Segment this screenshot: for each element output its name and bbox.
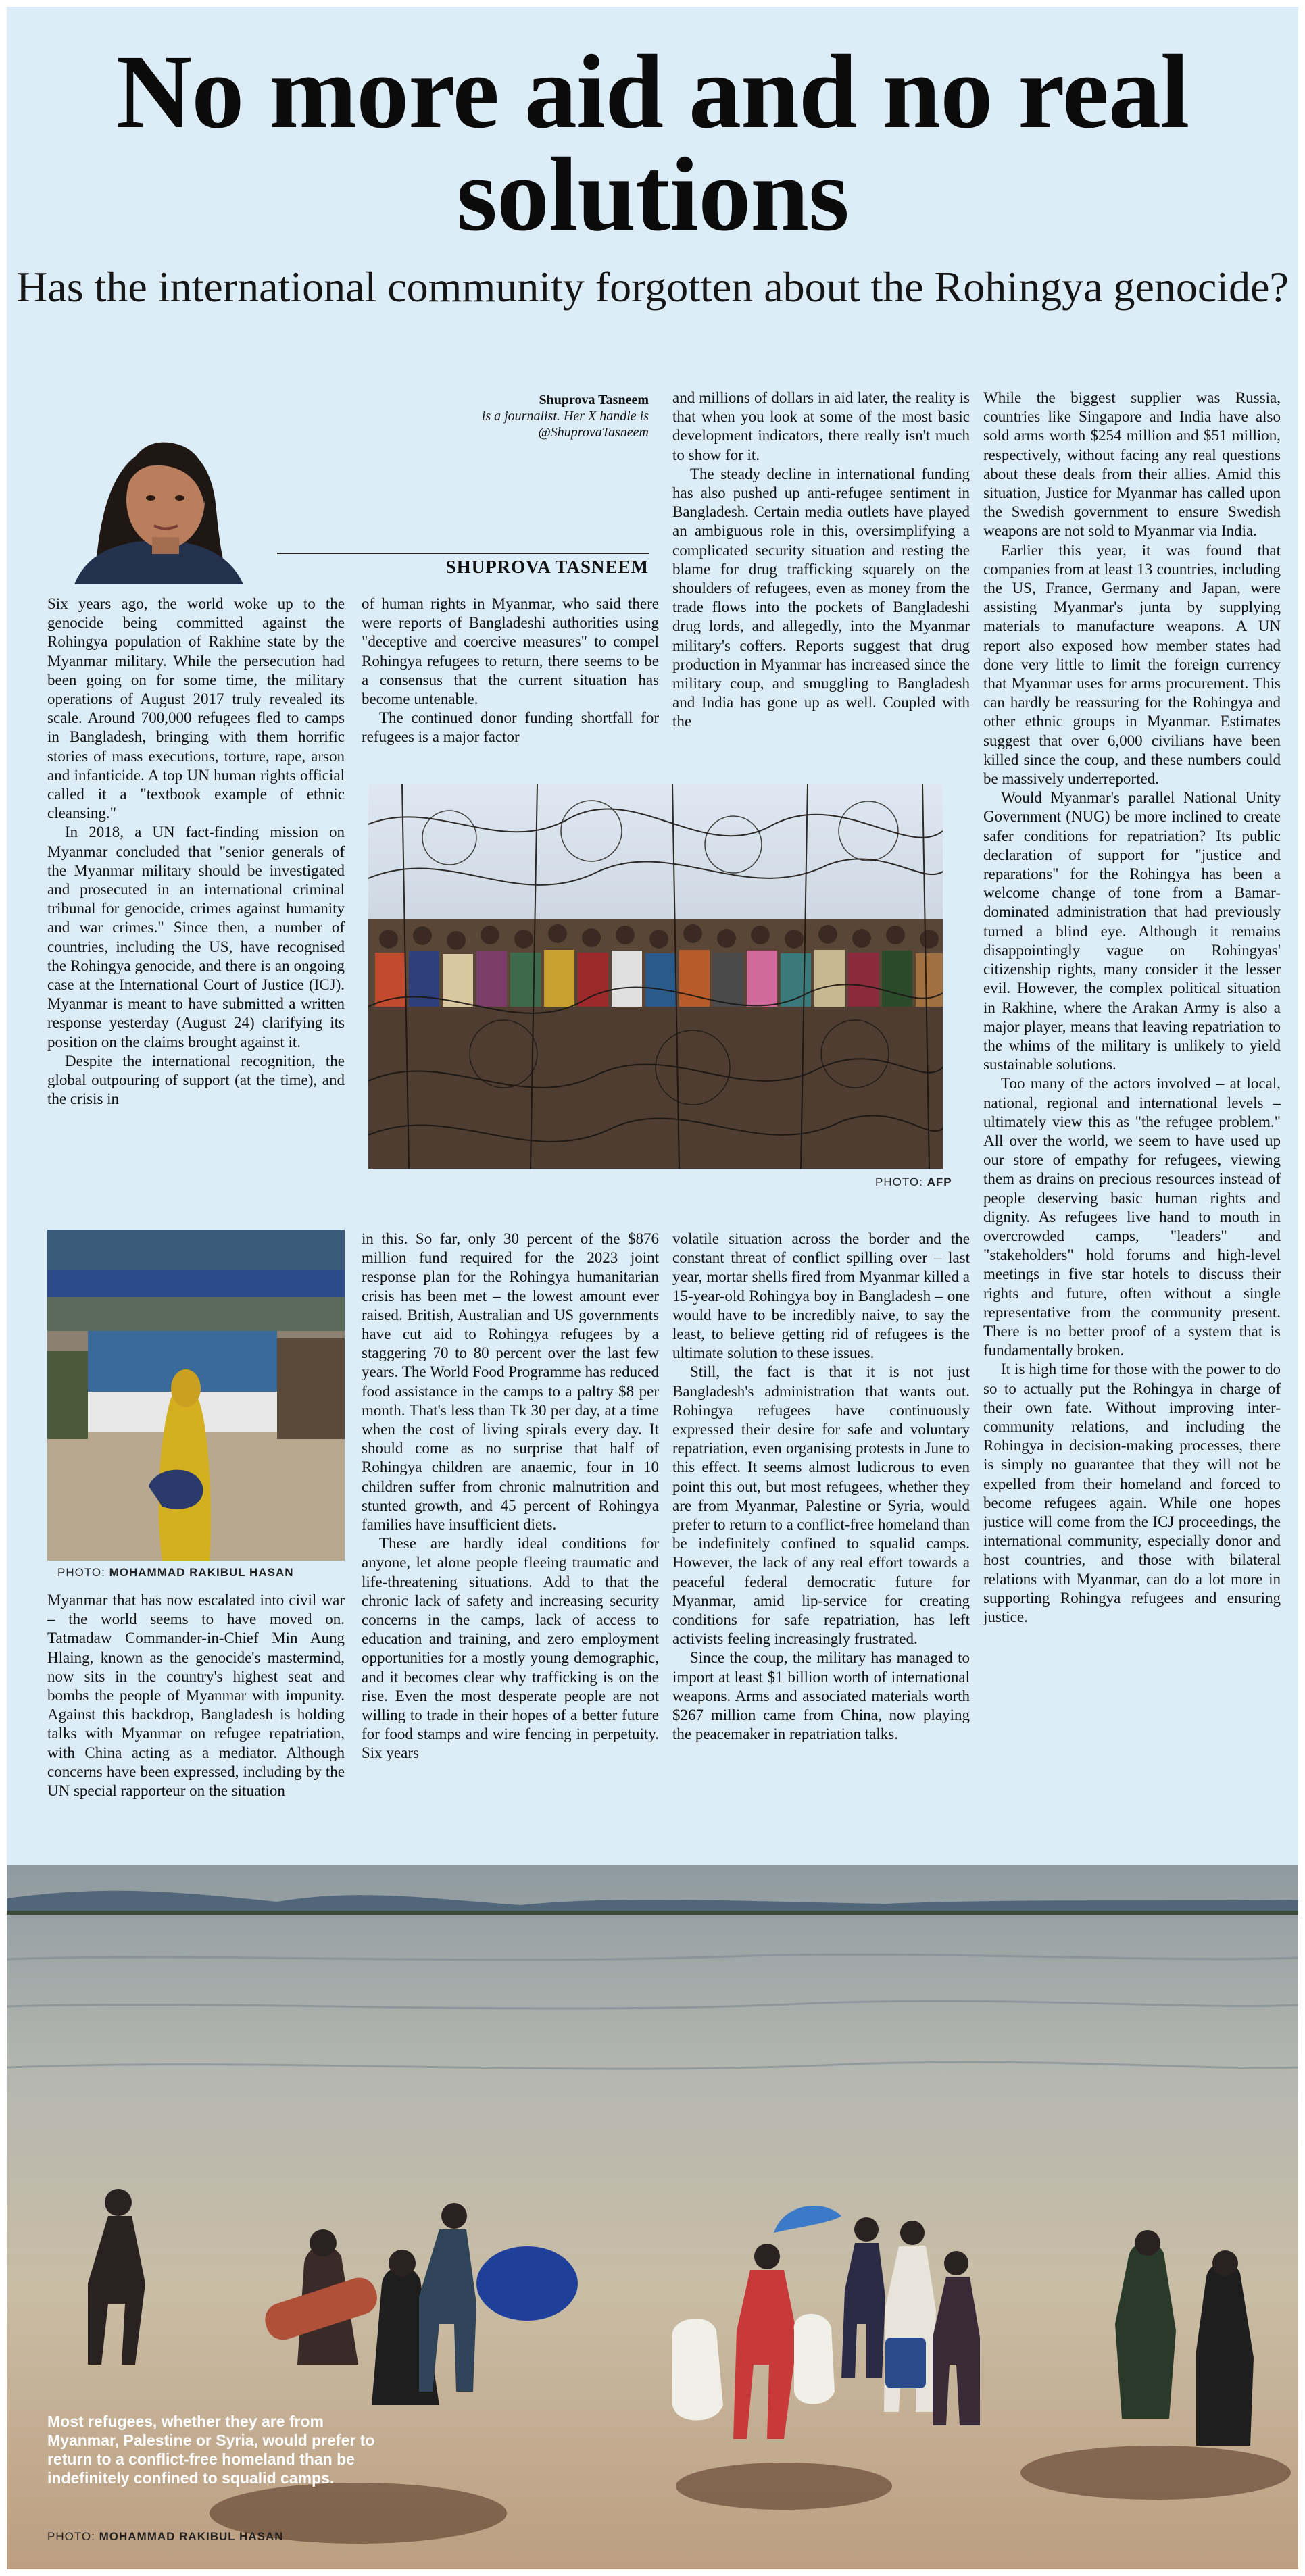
paragraph: Despite the international recognition, the global outpouring of support (at the time), and the crisis in (47, 1052, 345, 1108)
credit-label: PHOTO: (875, 1176, 923, 1188)
paragraph: volatile situation across the border and the constant threat of conflict spilling over – last year, mortar shells fired from Myanmar killed a 15-year-old Rohingya boy in Bangladesh – one would have to be incredibly naive, to say the least, to believe getting rid of refugees is the ultimate solution to these issues. (672, 1230, 970, 1362)
paragraph: Six years ago, the world woke up to the genocide being committed against the Rohingya population of Rakhine state by the Myanmar military. While the persecution had been going on for some time, the military operations of August 2017 truly revealed its scale. Around 700,000 refugees fled to camps in Bangladesh, bringing with them horrific stories of mass executions, torture, rape, arson and infanticide. A top UN human rights official called it a "textbook example of ethnic cleansing." (47, 595, 345, 822)
column-5 (47, 1591, 345, 1800)
beach-photo-credit (47, 2530, 284, 2544)
subhead: Has the international community forgotten about the Rohingya genocide? (16, 263, 1289, 311)
camp-photo (47, 1230, 345, 1561)
column-6 (362, 1230, 659, 1763)
paragraph: In 2018, a UN fact-finding mission on Myanmar concluded that "senior generals of the Myanmar military should be investigated and prosecuted in an international criminal tribunal for genocide, crimes against humanity and war crimes." Since then, a number of countries, including the US, have recognised the Rohingya genocide, and there is an ongoing case at the International Court of Justice (ICJ). Myanmar is meant to have submitted a written response yesterday (August 24) clarifying its position on the claims brought against it. (47, 824, 345, 1051)
credit-source: MOHAMMAD RAKIBUL HASAN (109, 1566, 294, 1579)
credit-source: AFP (927, 1176, 952, 1188)
author-bio (399, 392, 649, 440)
paragraph: Would Myanmar's parallel National Unity Government (NUG) be more inclined to create safer conditions for repatriation? Its public declaration of support for "justice and reparations" for the Rohingya has been a welcome change of tone from a Bamar-dominated administration that had previously turned a blind eye. Although it remains disappointingly vague on Rohingyas' citizenship rights, many consider it the lesser evil. However, the complex political situation in Rakhine, where the Arakan Army is also a major player, means that leaving repatriation to the whims of the military is unlikely to yield sustainable solutions. (983, 789, 1281, 1074)
author-name: Shuprova Tasneem (539, 393, 649, 407)
author-photo (47, 382, 277, 584)
column-3 (672, 388, 970, 732)
fence-photo-credit (875, 1176, 952, 1189)
paragraph: and millions of dollars in aid later, the reality is that when you look at some of the most basic development indicators, there really isn't much to show for it. (672, 389, 970, 463)
column-2 (362, 595, 659, 747)
paragraph: Since the coup, the military has managed to import at least $1 billion worth of international weapons. Arms and associated materials worth $267 million came from China, now playing the peacemaker in repatriation talks. (672, 1649, 970, 1743)
camp-photo-credit (57, 1566, 294, 1580)
paragraph: Myanmar that has now escalated into civil war – the world seems to have moved on. Tatmadaw Commander-in-Chief Min Aung Hlaing, known as the genocide's mastermind, now sits in the country's highest seat and bombs the people of Myanmar with impunity. Against this backdrop, Bangladesh is holding talks with Myanmar on refugee repatriation, with China acting as a mediator. Although concerns have been expressed, including by the UN special rapporteur on the situation (47, 1592, 345, 1800)
paragraph: in this. So far, only 30 percent of the $876 million fund required for the 2023 joint response plan for the Rohingya humanitarian crisis has been met – the lowest amount ever raised. British, Australian and US governments have cut aid to Rohingya refugees by a staggering 70 to 80 percent over the last few years. The World Food Programme has reduced food assistance in the camps to a paltry $8 per month. That's less than Tk 30 per day, at a time when the cost of living spirals every day. It should come as no surprise that half of Rohingya children are anaemic, four in 10 children suffer from chronic malnutrition and stunted growth, and 45 percent of Rohingya families have insufficient diets. (362, 1230, 659, 1534)
author-description: is a journalist. Her X handle is @ShuprovaTasneem (481, 409, 649, 440)
credit-label: PHOTO: (57, 1566, 105, 1579)
column-7 (672, 1230, 970, 1744)
beach-photo-caption: Most refugees, whether they are from Myanmar, Palestine or Syria, would prefer to return to a conflict-free homeland than be indefinitely confined to squalid camps. (47, 2413, 375, 2487)
paragraph: Still, the fact is that it is not just Bangladesh's administration that wants out. Rohingya refugees have continuously expressed their desire for safe and voluntary repatriation, even organising protests in June to this effect. It seems almost ludicrous to even point this out, but most refugees, whether they are from Myanmar, Palestine or Syria, would prefer to return to a conflict-free homeland than be indefinitely confined to squalid camps. However, the lack of any real effort towards a peaceful federal democratic future for Myanmar, amid lip-service for creating conditions for safe repatriation, has left activists feeling increasingly frustrated. (672, 1363, 970, 1648)
paragraph: The continued donor funding shortfall for refugees is a major factor (362, 709, 659, 746)
paragraph: While the biggest supplier was Russia, countries like Singapore and India have also sold arms worth $254 million and $51 million, respectively, without facing any real questions about these deals from their allies. Amid this situation, Justice for Myanmar has called upon the Swedish government to ensure Swedish weapons are not sold to Myanmar via India. (983, 389, 1281, 540)
paragraph: The steady decline in international funding has also pushed up anti-refugee sentiment in Bangladesh. Certain media outlets have played an ambiguous role in this, oversimplifying a complicated security situation and resting the blame for drug trafficking squarely on the shoulders of refugees, even as money from the trade flows into the pockets of Bangladeshi drug lords, and allegedly, into the Myanmar military's coffers. Reports suggest that drug production in Myanmar has increased since the military coup, and smuggling to Bangladesh and India has gone up as well. Coupled with the (672, 465, 970, 730)
paragraph: It is high time for those with the power to do so to actually put the Rohingya in charge of their own fate. Without improving inter-community relations, and including the Rohingya in decision-making processes, there is simply no guarantee that they will not be expelled from their homeland and forced to become refugees again. While one hopes justice will come from the ICJ proceedings, the international community, especially donor and host countries, and those with bilateral relations with Myanmar, can do a lot more in supporting Rohingya refugees and ensuring justice. (983, 1361, 1281, 1625)
byline: SHUPROVA TASNEEM (277, 553, 649, 578)
column-1 (47, 595, 345, 1109)
paragraph: These are hardly ideal conditions for anyone, let alone people fleeing traumatic and life-threatening situations. Add to that the chronic lack of safety and increasing security concerns in the camps, lack of access to education and training, and zero employment opportunities for a mostly young demographic, and it becomes clear why trafficking is on the rise. Even the most desperate people are not willing to trade in their hopes of a better future for food stamps and wire fencing in perpetuity. Six years (362, 1535, 659, 1762)
credit-label: PHOTO: (47, 2530, 95, 2543)
fence-photo (368, 784, 943, 1169)
paragraph: Earlier this year, it was found that companies from at least 13 countries, including the US, France, Germany and Japan, were assisting Myanmar's junta by supplying materials to manufacture weapons. A UN report also exposed how member states had done very little to limit the foreign currency that Myanmar uses for arms procurement. This can hardly be reassuring for the Rohingya and other ethnic groups in Myanmar. Estimates suggest that over 6,000 civilians have been killed since the coup, and these numbers could be massively underreported. (983, 541, 1281, 788)
paragraph: Too many of the actors involved – at local, national, regional and international levels – ultimately view this as "the refugee problem." All over the world, we seem to have used up our store of empathy for refugees, viewing them as drains on precious resources instead of people deserving basic human rights and dignity. As refugees live hand to mouth in overcrowded camps, "leaders" and "stakeholders" hold forums and high-level meetings in five star hotels to discuss their rights and future, often without a single representative from the community present. There is no better proof of a system that is fundamentally broken. (983, 1075, 1281, 1359)
headline: No more aid and no real solutions (116, 33, 1189, 253)
column-4 (983, 388, 1281, 1627)
credit-source: MOHAMMAD RAKIBUL HASAN (99, 2530, 284, 2543)
newspaper-page (7, 7, 1298, 2569)
paragraph: of human rights in Myanmar, who said there were reports of Bangladeshi authorities using "deceptive and coercive measures" to compel Rohingya refugees to return, there seems to be a consensus that the current situation has become untenable. (362, 595, 659, 708)
